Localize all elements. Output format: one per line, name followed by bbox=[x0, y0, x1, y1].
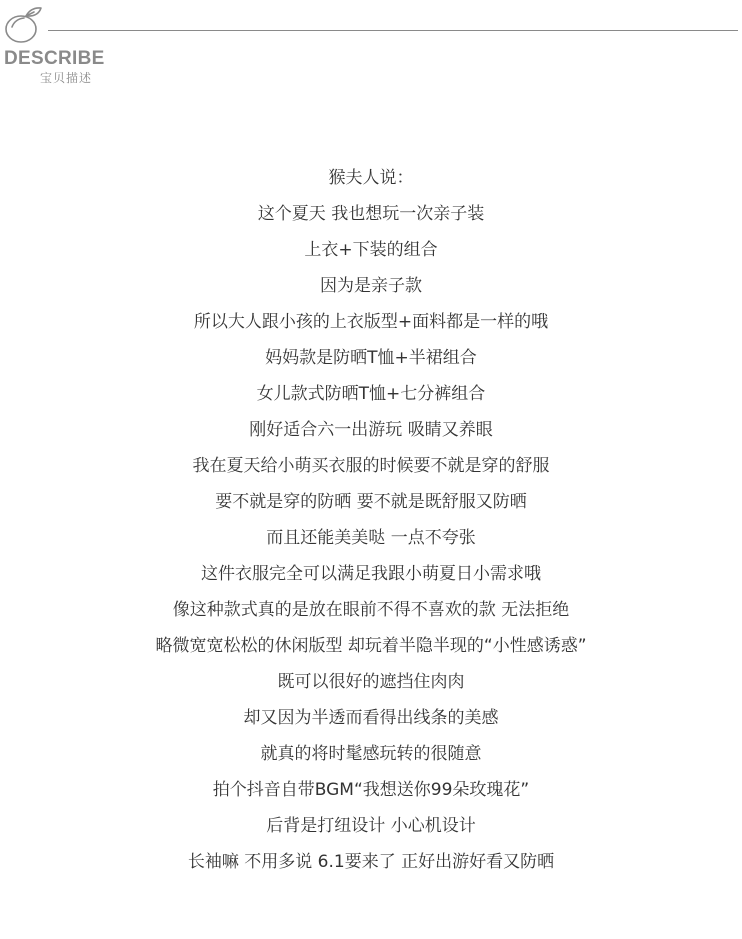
description-line: 猴夫人说： bbox=[328, 168, 414, 188]
description-text-block bbox=[0, 160, 742, 880]
description-line: 刚好适合六一出游玩 吸睛又养眼 bbox=[249, 420, 493, 440]
header-divider-line bbox=[48, 30, 738, 31]
description-line: 后背是打纽设计 小心机设计 bbox=[266, 816, 476, 836]
description-line: 长袖嘛 不用多说 6.1要来了 正好出游好看又防晒 bbox=[187, 852, 555, 872]
description-line: 因为是亲子款 bbox=[320, 276, 422, 296]
lemon-outline-icon bbox=[2, 4, 46, 46]
description-line: 上衣+下装的组合 bbox=[304, 240, 438, 260]
description-line: 我在夏天给小萌买衣服的时候要不就是穿的舒服 bbox=[192, 456, 550, 476]
description-line: 像这种款式真的是放在眼前不得不喜欢的款 无法拒绝 bbox=[172, 600, 570, 620]
description-line: 而且还能美美哒 一点不夸张 bbox=[266, 528, 476, 548]
description-line: 所以大人跟小孩的上衣版型+面料都是一样的哦 bbox=[193, 312, 549, 332]
description-line: 这个夏天 我也想玩一次亲子装 bbox=[257, 204, 485, 224]
description-line: 就真的将时髦感玩转的很随意 bbox=[260, 744, 482, 764]
description-line: 略微宽宽松松的休闲版型 却玩着半隐半现的“小性感诱惑” bbox=[155, 636, 587, 656]
describe-header bbox=[0, 0, 742, 100]
description-line: 妈妈款是防晒T恤+半裙组合 bbox=[265, 348, 477, 368]
description-line: 这件衣服完全可以满足我跟小萌夏日小需求哦 bbox=[201, 564, 541, 584]
description-line: 女儿款式防晒T恤+七分裤组合 bbox=[256, 384, 486, 404]
brand-title: DESCRIBE bbox=[4, 48, 105, 69]
brand-subtitle: 宝贝描述 bbox=[40, 71, 93, 85]
description-line: 要不就是穿的防晒 要不就是既舒服又防晒 bbox=[215, 492, 527, 512]
description-line: 既可以很好的遮挡住肉肉 bbox=[277, 672, 465, 692]
description-line: 拍个抖音自带BGM“我想送你99朵玫瑰花” bbox=[212, 780, 530, 800]
description-line: 却又因为半透而看得出线条的美感 bbox=[243, 708, 499, 728]
